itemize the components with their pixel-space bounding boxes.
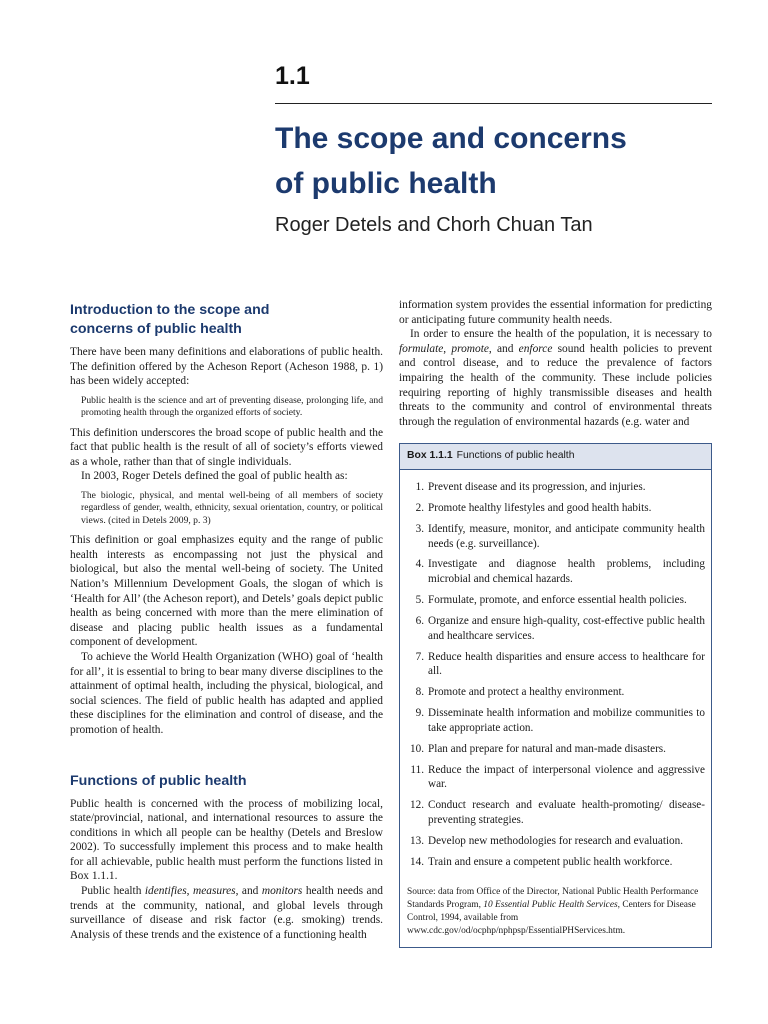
emphasis: promote [451,342,489,355]
text-run: , Centers for Disease Control, 1994, available from www.cdc.gov/od/ocphp/nphpsp/EssentialPHServices.htm. [407,900,696,937]
paragraph: There have been many definitions and elaborations of public health. The definition offered by the Acheson Report (Acheson 1988, p. 1) has been widely accepted: [70,346,383,388]
paragraph: This definition underscores the broad scope of public health and the fact that public health is the result of all of society’s efforts viewed as a whole, rather than that of single individuals. [70,426,383,468]
box-header [400,444,711,470]
list-item [406,480,705,495]
item-text: Reduce health disparities and ensure access to healthcare for all. [428,650,705,678]
paragraph: Public health is concerned with the process of mobilizing local, state/provincial, national, and international resources to assure the conditions in which all people can be healthy (Detels and Breslow 2002). To successfully implement this process and to make health for all achievable, public health must perform the functions listed in Box 1.1.1. [70,797,383,883]
item-number: 12. [410,799,424,812]
chapter-authors: Roger Detels and Chorh Chuan Tan [275,214,593,236]
chapter-rule [275,103,712,104]
item-text: Conduct research and evaluate health-promoting/ disease-preventing strategies. [428,799,705,826]
chapter-title [275,116,715,206]
left-column [70,298,383,942]
paragraph: This definition or goal emphasizes equity and the range of public health interests as encompassing not just the physical and biological, but also the mental well-being of society. The United Nation’s Millennium Development Goals, the slogan of which is ‘Health for All’ (the Acheson report), and Detels’ goals depict public health as being concerned with more than the mere elimination of disease and placing public health issues as a fundamental component of development. [70,534,383,649]
paragraph: To achieve the World Health Organization (WHO) goal of ‘health for all’, it is essential to bring to bear many diverse disciplines to the attainment of optimal health, including the physical, biological, and social sciences. The field of public health has adapted and applied these disciplines for the elimination and control of disease, and the promotion of health. [70,650,383,736]
text-run: health needs and trends at the community, national, and global levels through surveillance of disease and risk factor (e.g. smoking) trends. Analysis of these trends and the existence of a functioning health [70,885,383,941]
item-number: 5. [415,594,424,607]
item-number: 8. [415,686,424,699]
emphasis: formulate [399,342,444,355]
list-item [406,763,705,792]
item-text: Organize and ensure high-quality, cost-effective public health and healthcare services. [428,615,705,642]
item-text: Plan and prepare for natural and man-made disasters. [428,742,666,755]
list-item [406,706,705,735]
paragraph: In 2003, Roger Detels defined the goal of public health as: [81,470,348,483]
item-text: Prevent disease and its progression, and injuries. [428,480,646,493]
list-item [406,522,705,551]
paragraph: information system provides the essential information for predicting or anticipating future community health needs. [399,299,712,326]
item-text: Investigate and diagnose health problems, including microbial and chemical hazards. [428,558,705,586]
emphasis: 10 Essential Public Health Services [483,900,618,911]
list-item [406,557,705,586]
list-item [406,685,705,700]
text-run: Public health [81,885,145,898]
item-number: 3. [415,522,424,535]
list-item [406,650,705,679]
item-number: 2. [415,501,424,514]
emphasis: monitors [261,885,303,898]
item-text: Promote and protect a healthy environment. [428,686,625,699]
item-number: 1. [415,480,424,493]
chapter-title-line-1: The scope and concerns [275,122,627,155]
item-number: 9. [415,707,424,720]
item-text: Train and ensure a competent public health workforce. [428,855,673,868]
box-source [400,880,711,947]
list-item [406,834,705,849]
functions-heading: Functions of public health [70,772,247,789]
item-text: Promote healthy lifestyles and good health habits. [428,501,652,514]
text-run: , [186,885,193,898]
list-item [406,501,705,516]
intro-heading-line-2: concerns of public health [70,321,242,337]
block-quote: Public health is the science and art of preventing disease, prolonging life, and promoting health through the organized efforts of society. [81,394,383,419]
text-run: sound health policies to prevent and control disease, and to reduce the prevalence of factors impairing the health of the community. These include policies requiring reporting of highly transmissible diseases and health threats to the community and control of environmental threats through the regulation of environmental hazards (e.g. water and [399,342,712,428]
emphasis: identifies [144,885,187,898]
box-label: Box 1.1.1 [407,450,453,462]
text-run: , [443,342,452,355]
list-item [406,614,705,643]
paragraph [70,884,383,942]
list-item [406,855,705,870]
text-run: Source: data from Office of the Director, National Public Health Performance Standards Program, [407,886,699,911]
item-text: Disseminate health information and mobilize communities to take appropriate action. [428,707,705,734]
item-text: Identify, measure, monitor, and anticipate community health needs (e.g. surveillance). [428,522,705,550]
item-number: 13. [410,834,424,847]
emphasis: enforce [518,342,553,355]
item-number: 7. [415,650,424,663]
text-run: In order to ensure the health of the population, it is necessary to [410,328,712,341]
list-item [406,742,705,757]
block-quote: The biologic, physical, and mental well-being of all members of society regardless of gender, wealth, ethnicity, sexual orientation, country, or political views. (cited in Detels 2009, p. 3) [81,489,383,526]
item-text: Formulate, promote, and enforce essential health policies. [428,594,687,607]
chapter-title-line-2: of public health [275,167,497,200]
chapter-number: 1.1 [275,62,310,90]
item-text: Reduce the impact of interpersonal violence and aggressive war. [428,763,705,791]
text-run: , and [235,885,262,898]
right-column [399,298,712,948]
functions-list [400,470,711,880]
box-title: Functions of public health [456,450,575,462]
item-number: 4. [415,558,424,571]
intro-heading-line-1: Introduction to the scope and [70,302,270,318]
text-run: , and [488,342,519,355]
item-number: 11. [410,763,424,776]
functions-box [399,443,712,947]
list-item [406,798,705,827]
item-number: 6. [415,615,424,628]
item-number: 14. [410,855,424,868]
item-number: 10. [410,742,424,755]
emphasis: measures [192,885,236,898]
intro-heading [70,301,383,339]
paragraph [399,327,712,429]
list-item [406,593,705,608]
item-text: Develop new methodologies for research and evaluation. [428,834,684,847]
